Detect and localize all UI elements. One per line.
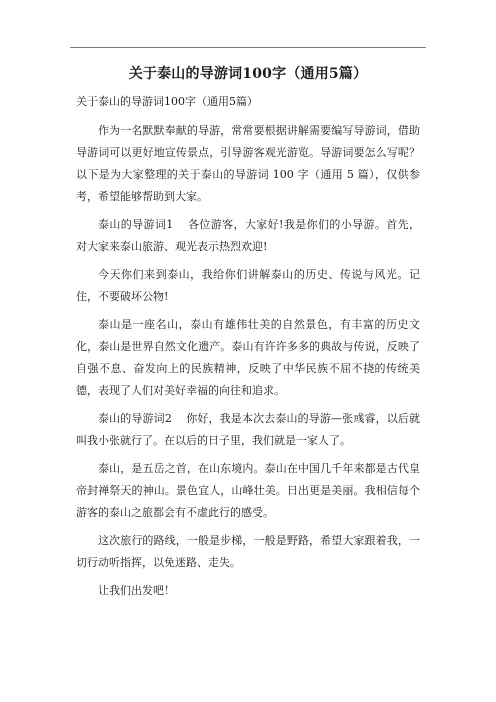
paragraph bbox=[76, 530, 420, 574]
paragraph-text: 你好，我是本次去泰山的导游—张彧睿，以后就叫我小张就行了。在以后的日子里，我们就是一家人了。 bbox=[76, 412, 421, 447]
document-subtitle: 关于泰山的导游词100字（通用5篇） bbox=[76, 95, 258, 108]
paragraph bbox=[76, 580, 420, 602]
paragraph-text: 作为一名默默奉献的导游，常常要根据讲解需要编写导游词，借助导游词可以更好地宣传景点，引导游客观光游览。导游词要怎么写呢？以下是为大家整理的关于泰山的导游词 100 字（通用 5 篇），仅供参考，希望能够帮助到大家。 bbox=[76, 124, 420, 203]
section-label: 泰山的导游词2 bbox=[98, 412, 172, 425]
paragraph bbox=[76, 264, 420, 308]
paragraph-section-2 bbox=[76, 408, 420, 452]
paragraph-text: 今天你们来到泰山，我给你们讲解泰山的历史、传说与风光。记住，不要破坏公物! bbox=[76, 268, 420, 303]
paragraph-intro bbox=[76, 120, 420, 208]
paragraph-text: 泰山是一座名山，泰山有雄伟壮美的自然景色，有丰富的历史文化，泰山是世界自然文化遗产。泰山有许许多多的典故与传说，反映了自强不息、奋发向上的民族精神，反映了中华民族不屈不挠的传统美德，表现了人们对美好幸福的向往和追求。 bbox=[76, 318, 420, 397]
document-title: 关于泰山的导游词100字（通用5篇） bbox=[128, 66, 368, 82]
paragraph-section-1 bbox=[76, 214, 420, 258]
paragraph bbox=[76, 458, 420, 524]
document-body bbox=[76, 120, 420, 608]
header-rule bbox=[70, 47, 426, 48]
paragraph bbox=[76, 314, 420, 402]
paragraph-text: 让我们出发吧！ bbox=[98, 584, 175, 597]
paragraph-text: 这次旅行的路线，一般是步梯，一般是野路，希望大家跟着我，一切行动听指挥，以免迷路、走失。 bbox=[76, 534, 420, 569]
paragraph-text: 泰山，是五岳之首，在山东境内。泰山在中国几千年来都是古代皇帝封禅祭天的神山。景色宜人，山峰壮美。日出更是美丽。我相信每个游客的泰山之旅都会有不虚此行的感受。 bbox=[76, 462, 420, 519]
section-label: 泰山的导游词1 bbox=[98, 218, 174, 231]
paragraph-text: 各位游客，大家好!我是你们的小导游。首先，对大家来泰山旅游、观光表示热烈欢迎! bbox=[76, 218, 421, 253]
